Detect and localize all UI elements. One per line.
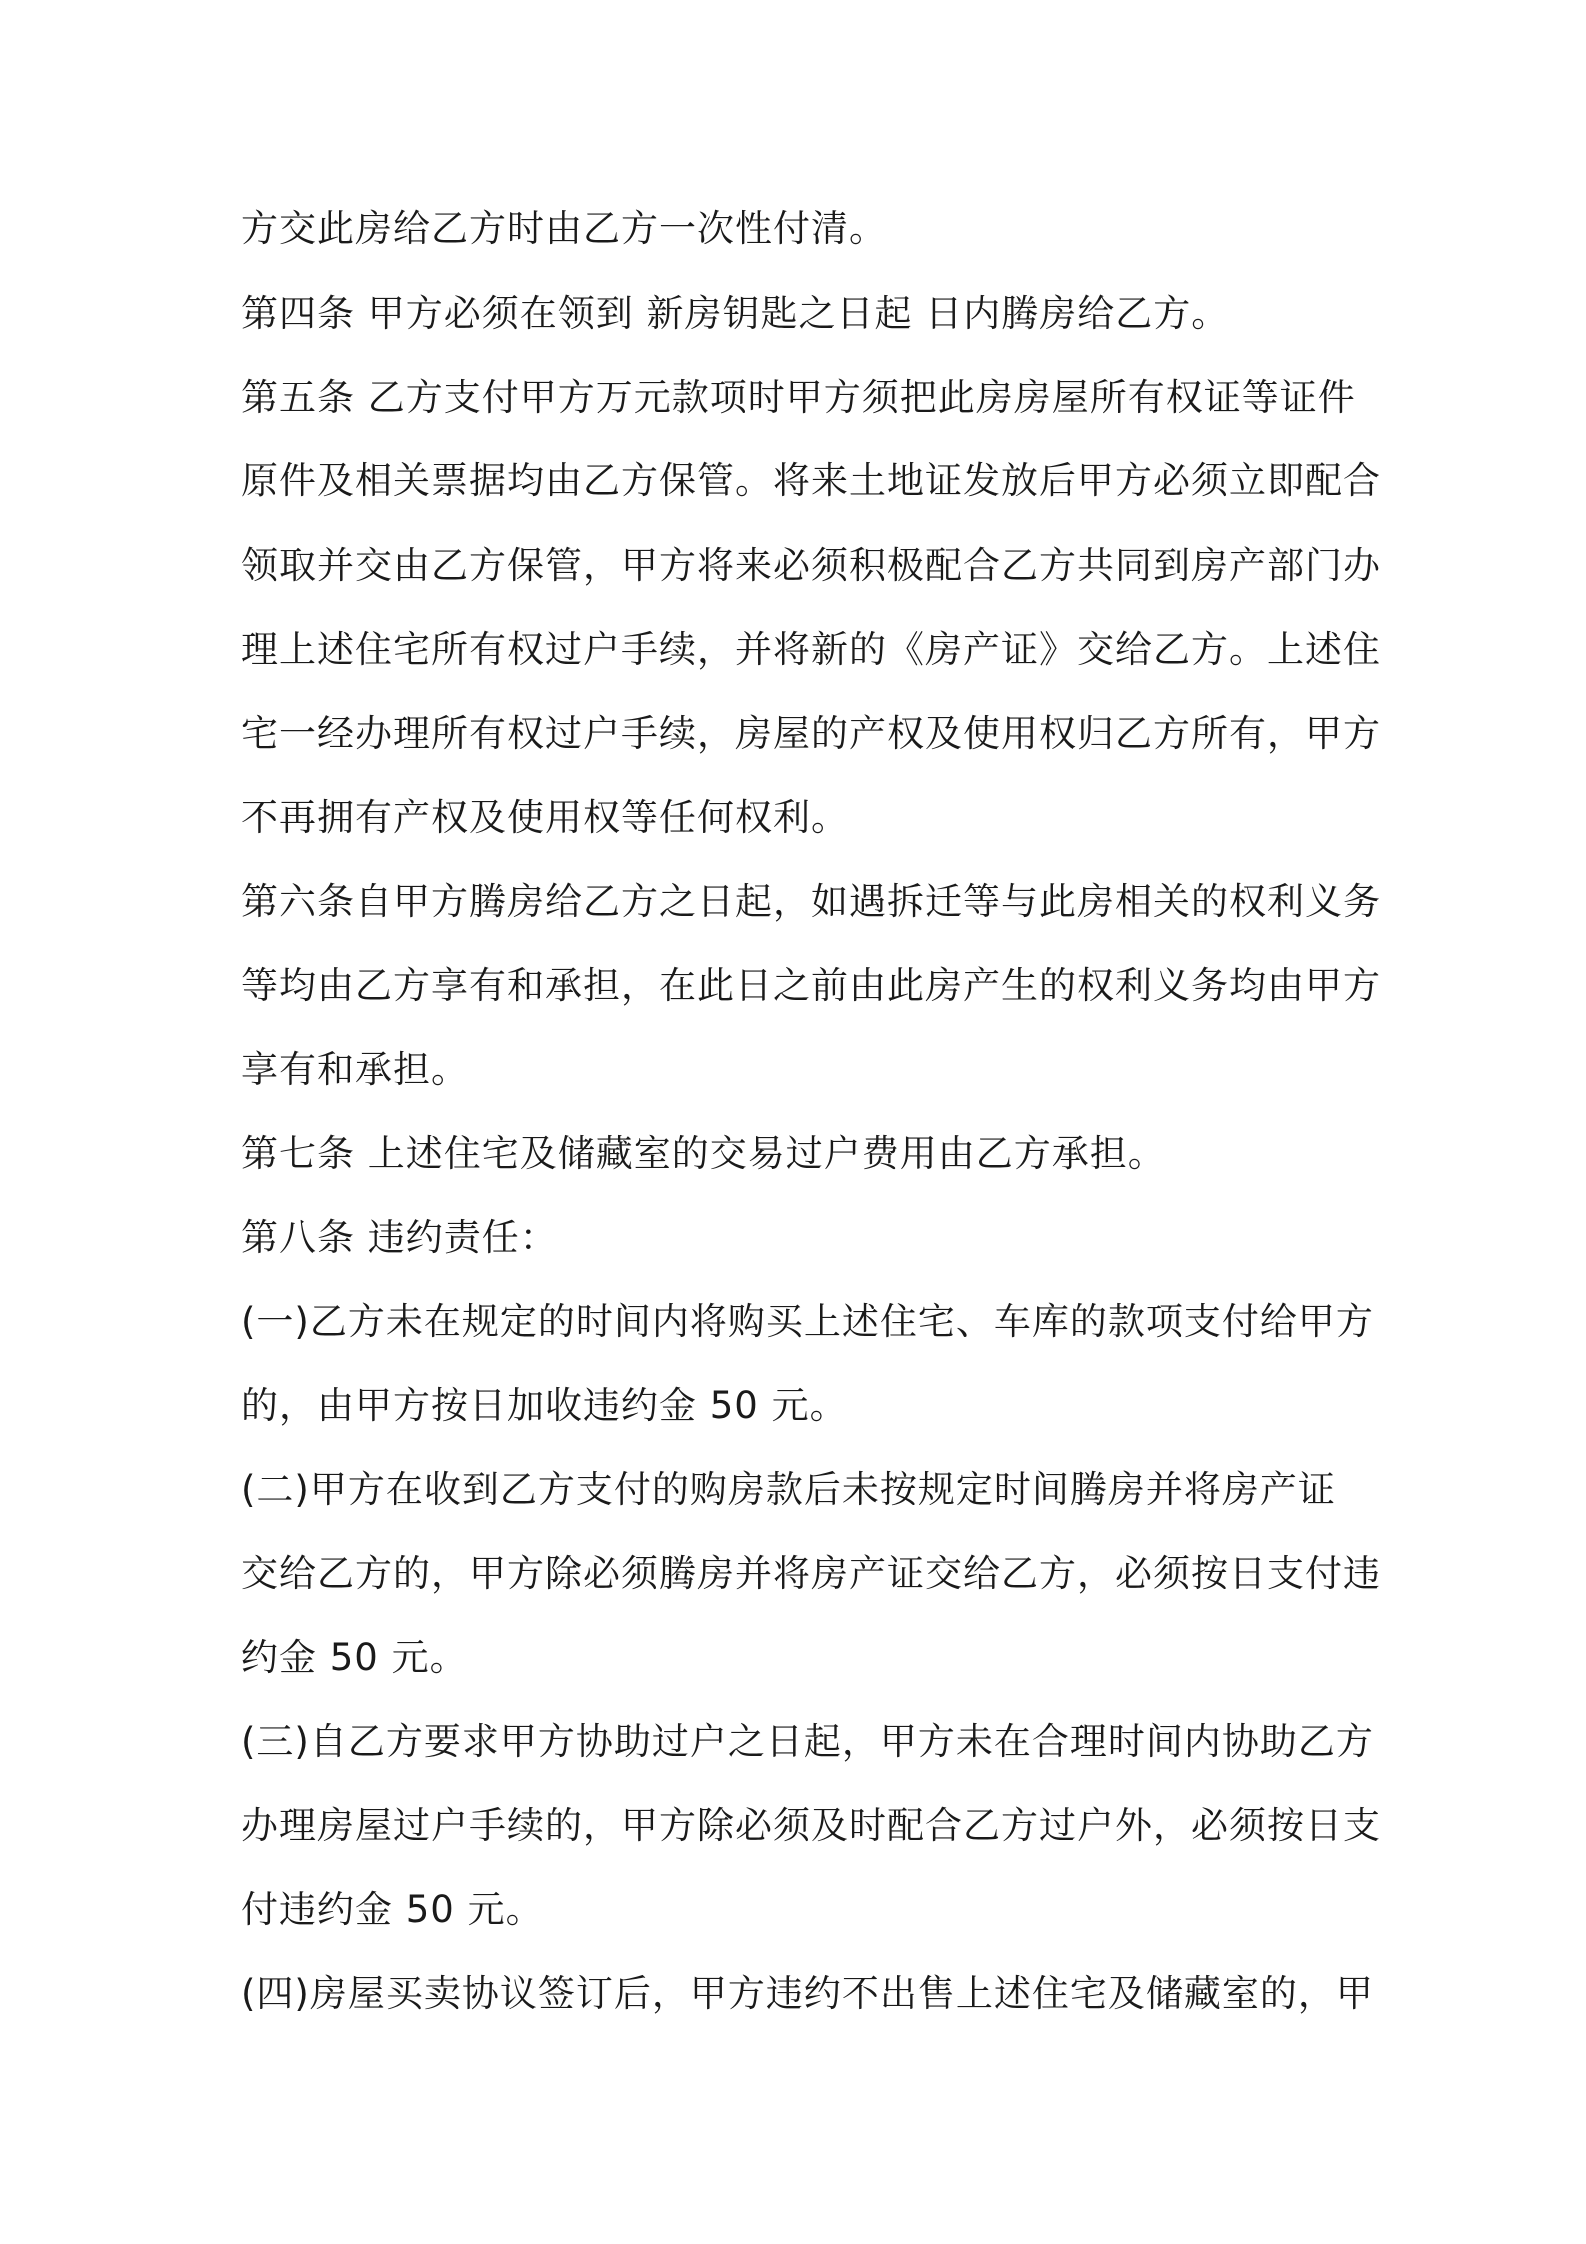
text-line: 第四条 甲方必须在领到 新房钥匙之日起 日内腾房给乙方。 [241, 292, 1230, 335]
text-line: 约金 50 元。 [241, 1636, 468, 1679]
text-line: 第七条 上述住宅及储藏室的交易过户费用由乙方承担。 [241, 1132, 1166, 1175]
text-line: 第八条 违约责任： [241, 1216, 558, 1259]
text-line: 交给乙方的，甲方除必须腾房并将房产证交给乙方，必须按日支付违 [241, 1552, 1381, 1595]
text-line: 的，由甲方按日加收违约金 50 元。 [241, 1384, 848, 1427]
text-line: (四)房屋买卖协议签订后，甲方违约不出售上述住宅及储藏室的，甲 [241, 1972, 1374, 2015]
text-line: 第五条 乙方支付甲方万元款项时甲方须把此房房屋所有权证等证件 [241, 376, 1356, 419]
text-line: 付违约金 50 元。 [241, 1888, 544, 1931]
text-line: 宅一经办理所有权过户手续，房屋的产权及使用权归乙方所有，甲方 [241, 712, 1381, 755]
text-line: 不再拥有产权及使用权等任何权利。 [241, 796, 849, 839]
text-line: (三)自乙方要求甲方协助过户之日起，甲方未在合理时间内协助乙方 [241, 1720, 1374, 1763]
text-line: (二)甲方在收到乙方支付的购房款后未按规定时间腾房并将房产证 [241, 1468, 1336, 1511]
text-line: 领取并交由乙方保管，甲方将来必须积极配合乙方共同到房产部门办 [241, 544, 1381, 587]
text-line: 第六条自甲方腾房给乙方之日起，如遇拆迁等与此房相关的权利义务 [241, 880, 1381, 923]
text-line: 办理房屋过户手续的，甲方除必须及时配合乙方过户外，必须按日支 [241, 1804, 1381, 1847]
text-line: 享有和承担。 [241, 1048, 469, 1091]
text-line: 等均由乙方享有和承担，在此日之前由此房产生的权利义务均由甲方 [241, 964, 1381, 1007]
text-line: 原件及相关票据均由乙方保管。将来土地证发放后甲方必须立即配合 [241, 459, 1381, 502]
text-line: (一)乙方未在规定的时间内将购买上述住宅、车库的款项支付给甲方 [241, 1300, 1374, 1343]
text-line: 理上述住宅所有权过户手续，并将新的《房产证》交给乙方。上述住 [241, 628, 1381, 671]
text-line: 方交此房给乙方时由乙方一次性付清。 [241, 207, 887, 250]
